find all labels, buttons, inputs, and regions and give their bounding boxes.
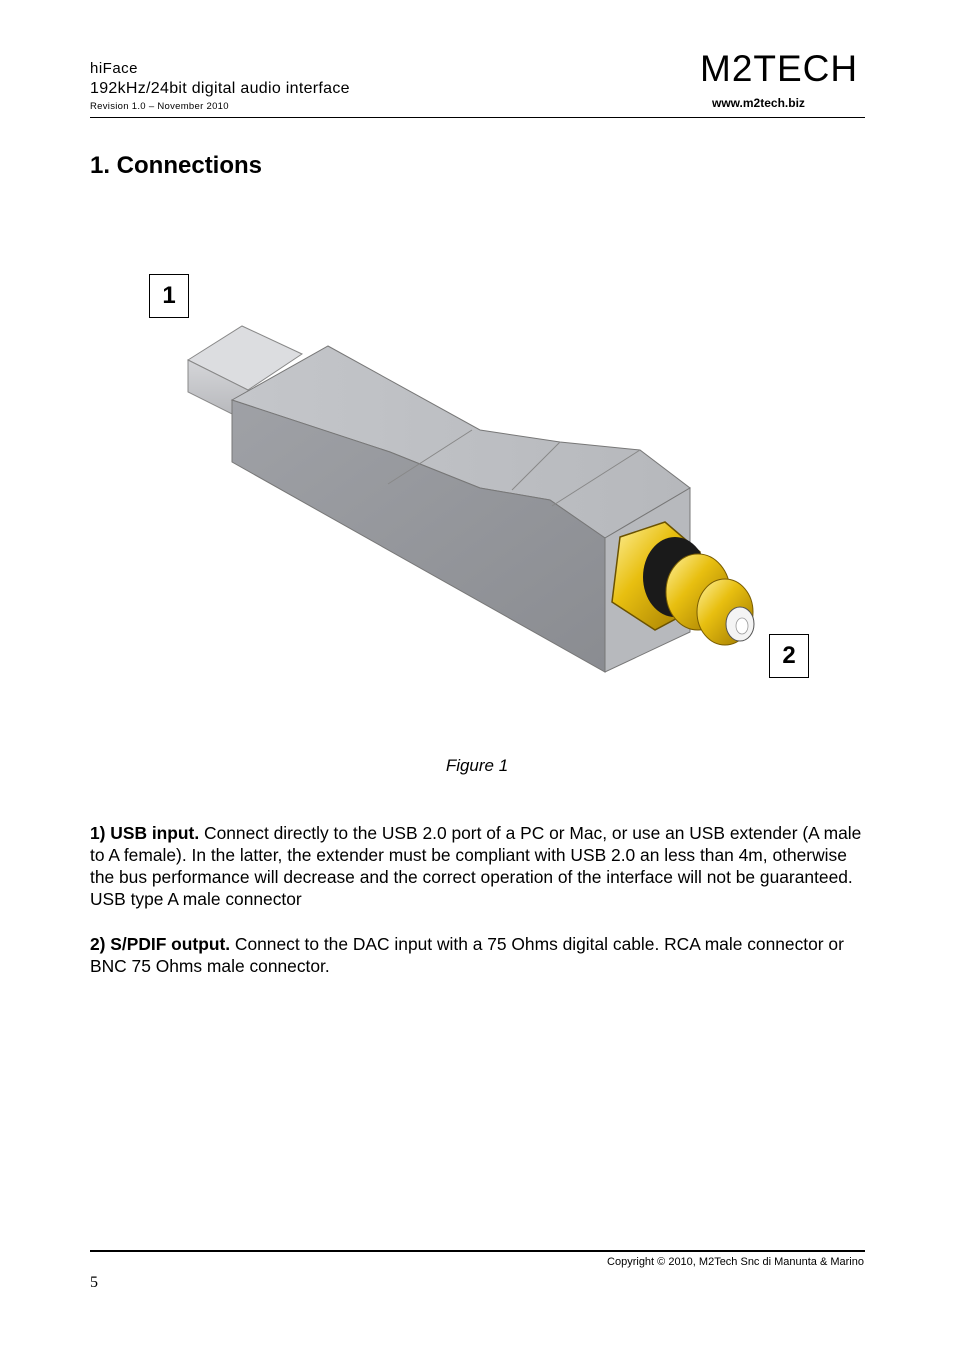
website-link[interactable]: www.m2tech.biz <box>712 96 805 110</box>
page-number: 5 <box>90 1274 98 1291</box>
spdif-output-title: 2) S/PDIF output. <box>90 934 231 954</box>
callout-usb-input: 1 <box>149 274 189 318</box>
hiface-device-illustration <box>150 252 805 737</box>
spdif-output-text: Connect to the DAC input with a 75 Ohms digital cable. RCA male connector or BNC 75 Ohms male connector. <box>90 934 844 976</box>
usb-input-description <box>90 822 870 910</box>
usb-input-title: 1) USB input. <box>90 823 200 843</box>
header-divider <box>90 117 865 118</box>
spdif-output-description <box>90 933 870 977</box>
copyright-notice: Copyright © 2010, M2Tech Snc di Manunta & Marino <box>607 1256 864 1268</box>
brand-logo: M2TECH <box>700 48 859 89</box>
callout-spdif-output: 2 <box>769 634 809 678</box>
product-subtitle: 192kHz/24bit digital audio interface <box>90 80 350 97</box>
section-heading: 1. Connections <box>90 152 263 179</box>
usb-input-text: Connect directly to the USB 2.0 port of a PC or Mac, or use an USB extender (A male to A female). In the latter, the extender must be compliant with USB 2.0 an less than 4m, otherwise the bus performance will decrease and the correct operation of the interface will not be guaranteed. USB type A male connector <box>90 823 862 909</box>
revision-info: Revision 1.0 – November 2010 <box>90 101 229 112</box>
product-name: hiFace <box>90 60 139 77</box>
footer-divider <box>90 1250 865 1252</box>
figure-caption: Figure 1 <box>445 756 509 775</box>
